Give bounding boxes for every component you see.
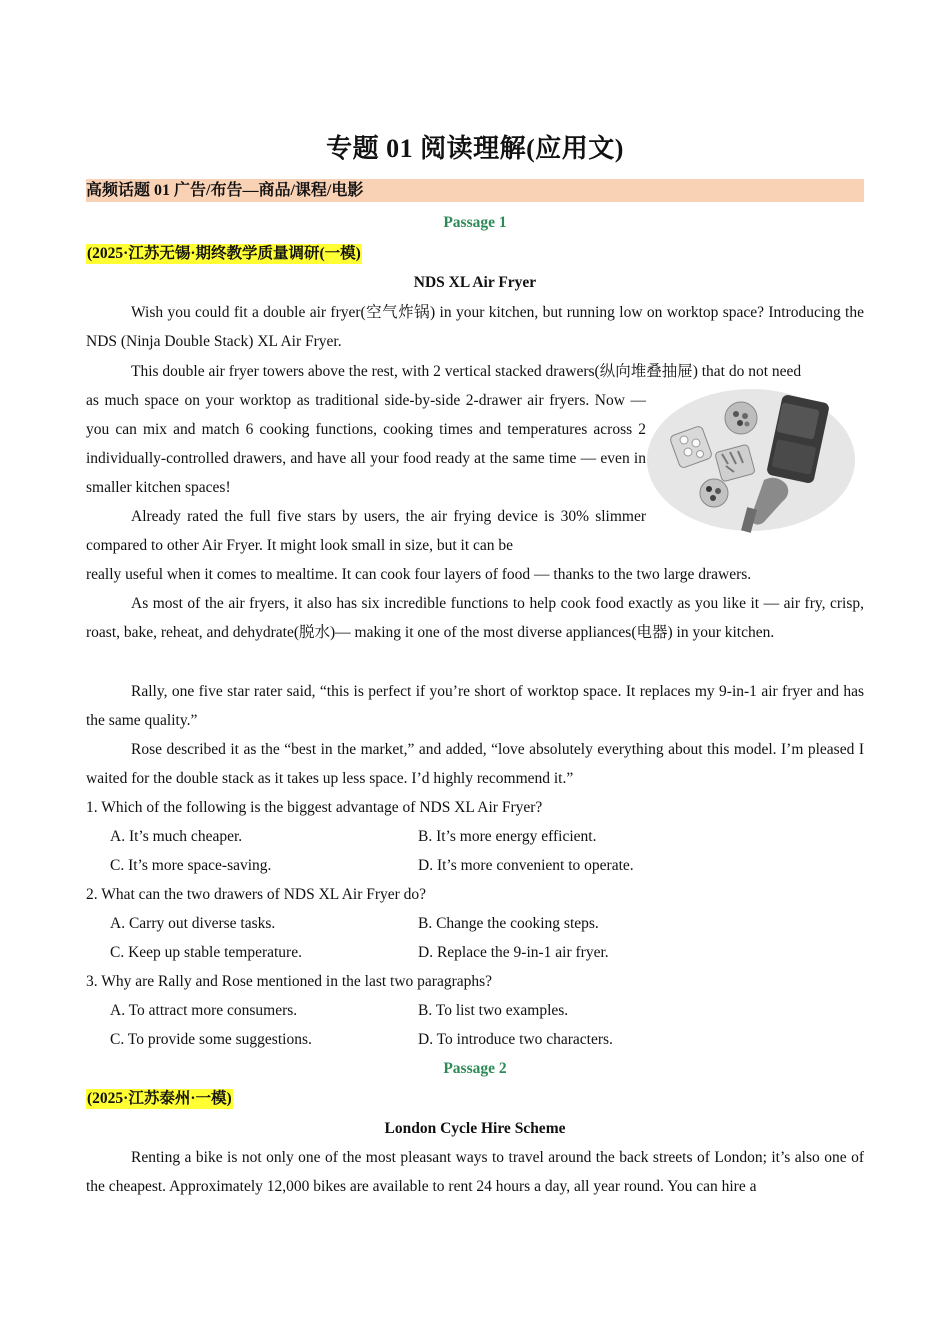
- question-1-option-a[interactable]: A. It’s much cheaper.: [110, 828, 243, 845]
- passage-2-heading: Passage 2: [443, 1060, 507, 1077]
- passage-1-paragraph-2: as much space on your worktop as traditional side-by-side 2-drawer air fryers. Now — you can mix and match 6 cooking functions, cooking times and temperatures across 2 individually-controlled drawers, and have all your food ready at the same time — even in smaller kitchen spaces!: [86, 392, 646, 496]
- question-2-option-c[interactable]: C. Keep up stable temperature.: [110, 944, 302, 961]
- passage-1-article-title: NDS XL Air Fryer: [413, 274, 537, 291]
- question-2-stem: 2. What can the two drawers of NDS XL Air Fryer do?: [86, 886, 427, 903]
- passage-1-paragraph-4: As most of the air fryers, it also has six incredible functions to help cook food exactly as you like it — air fry, crisp, roast, bake, reheat, and dehydrate(脱水)— making it one of the most diverse appliances(电器) in your kitchen.: [86, 595, 864, 641]
- question-3-option-d[interactable]: D. To introduce two characters.: [418, 1031, 613, 1048]
- question-2-option-d[interactable]: D. Replace the 9-in-1 air fryer.: [418, 944, 609, 961]
- topic-heading: 高频话题 01 广告/布告—商品/课程/电影: [86, 179, 864, 202]
- passage-2-paragraph-1: Renting a bike is not only one of the most pleasant ways to travel around the back streets of London; it’s also one of the cheapest. Approximately 12,000 bikes are available to rent 24 hours a day, all year round. You can hire a: [86, 1149, 864, 1195]
- plate-1: [725, 402, 757, 434]
- passage-2-article-title: London Cycle Hire Scheme: [384, 1120, 566, 1137]
- question-1-option-b[interactable]: B. It’s more energy efficient.: [418, 828, 597, 845]
- question-1-stem: 1. Which of the following is the biggest advantage of NDS XL Air Fryer?: [86, 799, 543, 816]
- question-3-stem: 3. Why are Rally and Rose mentioned in the last two paragraphs?: [86, 973, 493, 990]
- passage-1-paragraph-6: Rose described it as the “best in the market,” and added, “love absolutely everything about this model. I’m pleased I waited for the double stack as it takes up less space. I’d highly recommend it.”: [86, 741, 864, 787]
- question-3-option-b[interactable]: B. To list two examples.: [418, 1002, 569, 1019]
- passage-1-paragraph-3-cont: really useful when it comes to mealtime. It can cook four layers of food — thanks to the two large drawers.: [86, 566, 752, 583]
- passage-1-heading: Passage 1: [443, 214, 507, 231]
- passage-1-source: (2025·江苏无锡·期终教学质量调研(一模): [87, 245, 361, 262]
- passage-1-paragraph-1: Wish you could fit a double air fryer(空气炸锅) in your kitchen, but running low on worktop space? Introducing the NDS (Ninja Double Stack) XL Air Fryer.: [86, 304, 864, 350]
- question-3-option-a[interactable]: A. To attract more consumers.: [110, 1002, 298, 1019]
- plate-4: [700, 479, 728, 507]
- passage-1-paragraph-3: Already rated the full five stars by users, the air frying device is 30% slimmer compared to other Air Fryer. It might look small in size, but it can be: [86, 508, 646, 554]
- passage-2-source: (2025·江苏泰州·一模): [87, 1090, 232, 1107]
- air-fryer-photo: [646, 388, 856, 533]
- question-1-option-d[interactable]: D. It’s more convenient to operate.: [418, 857, 634, 874]
- page-title: 专题 01 阅读理解(应用文): [326, 134, 624, 163]
- passage-1-paragraph-5: Rally, one five star rater said, “this is perfect if you’re short of worktop space. It replaces my 9-in-1 air fryer and has the same quality.”: [86, 683, 864, 729]
- passage-1-paragraph-2-line-1: This double air fryer towers above the rest, with 2 vertical stacked drawers(纵向堆叠抽屉) that do not need: [131, 363, 802, 380]
- question-3-option-c[interactable]: C. To provide some suggestions.: [110, 1031, 312, 1048]
- question-2-option-b[interactable]: B. Change the cooking steps.: [418, 915, 599, 932]
- question-2-option-a[interactable]: A. Carry out diverse tasks.: [110, 915, 276, 932]
- question-1-option-c[interactable]: C. It’s more space-saving.: [110, 857, 272, 874]
